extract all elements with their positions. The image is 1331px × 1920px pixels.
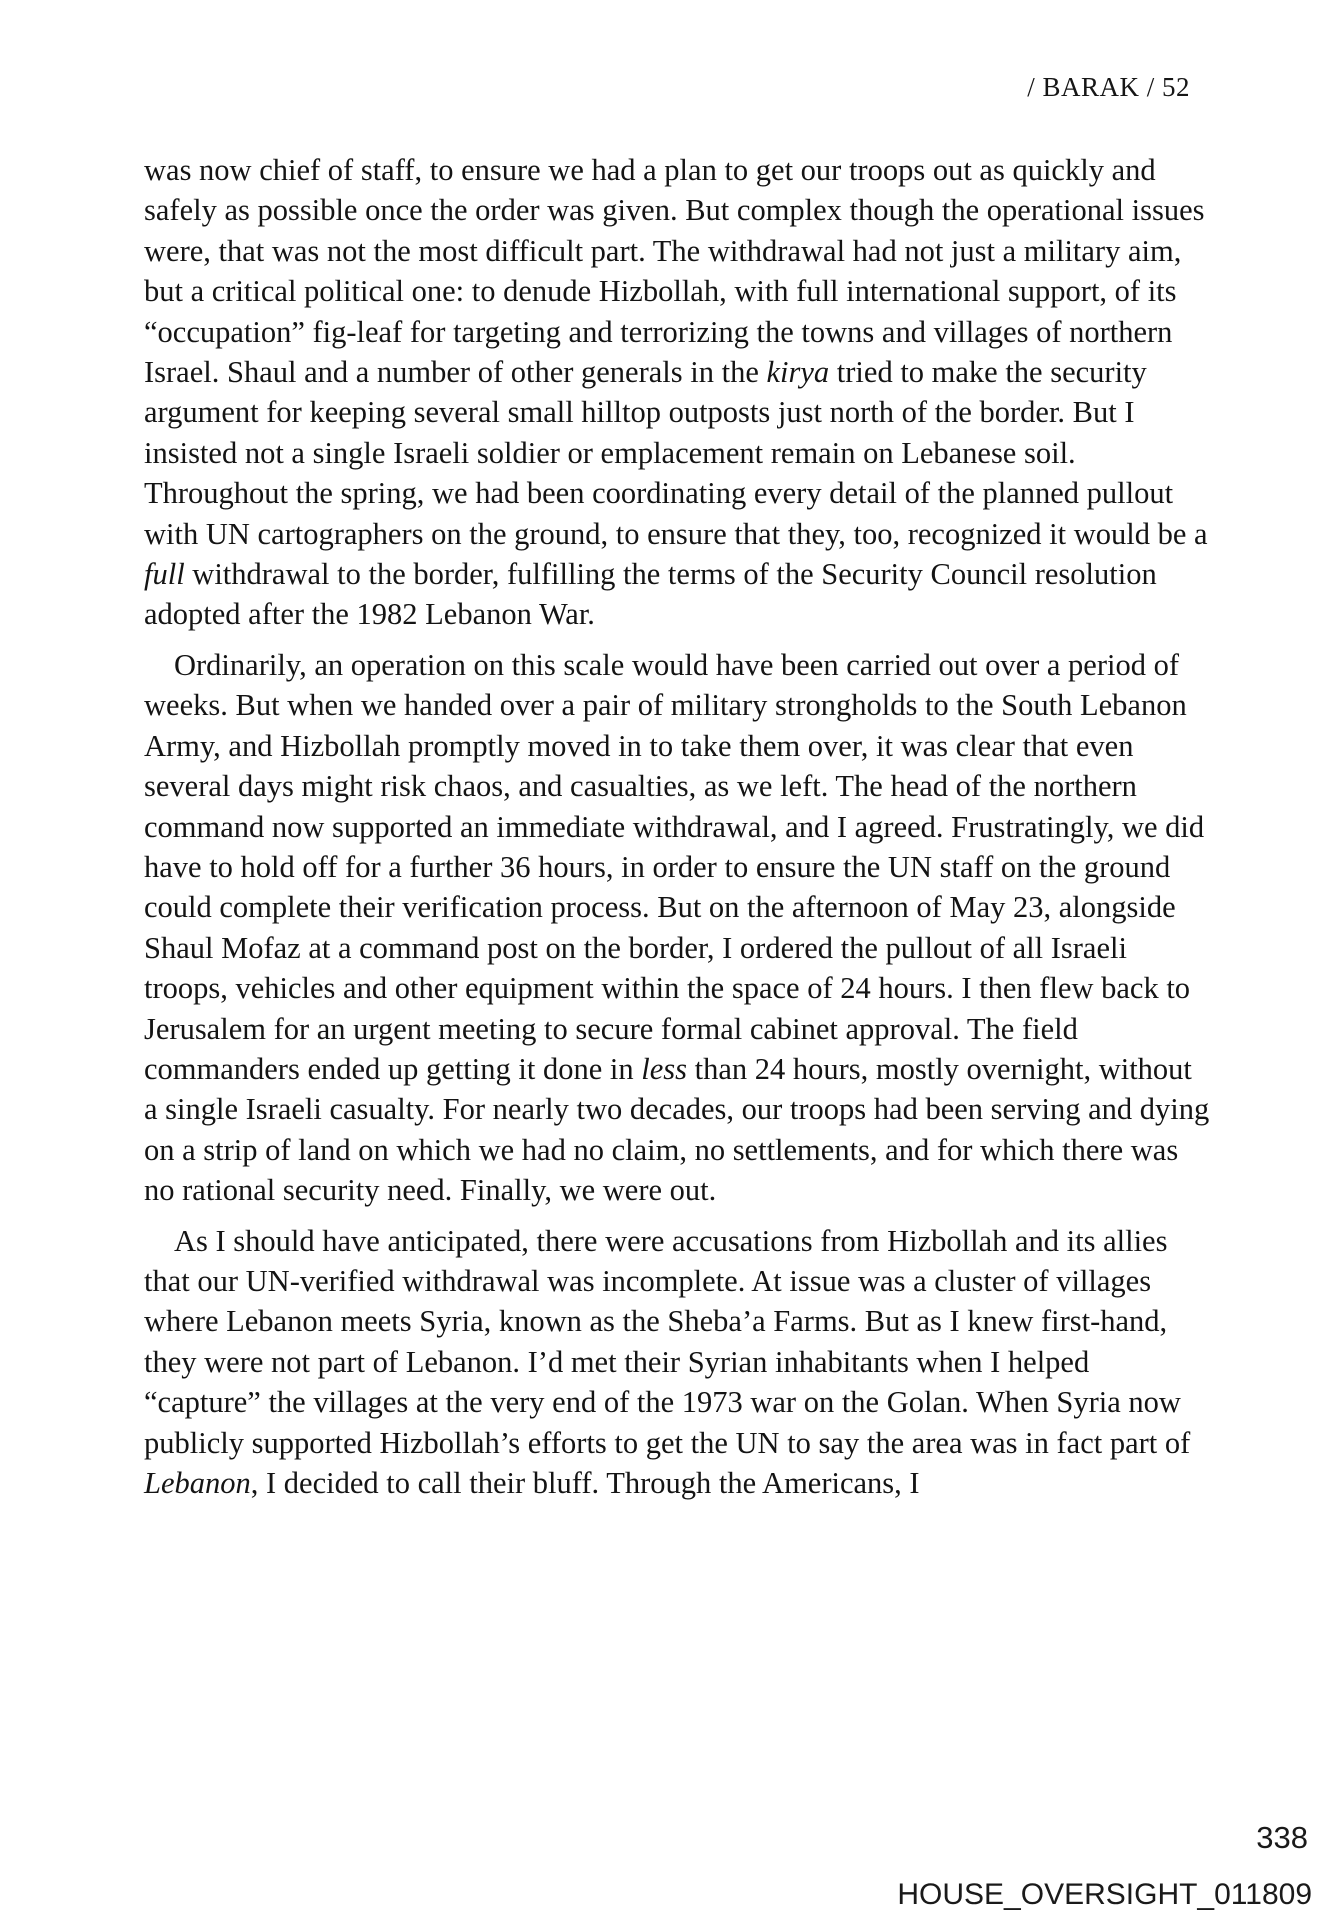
body-paragraph: Ordinarily, an operation on this scale would have been carried out over a period of weeks. But when we handed over a pair of military strongholds to the South Lebanon Army, and Hizbollah promptly moved in to take them over, it was clear that even several days might risk chaos, and casualties, as we left. The head of the northern command now supported an immediate withdrawal, and I agreed. Frustratingly, we did have to hold off for a further 36 hours, in order to ensure the UN staff on the ground could complete their verification process. But on the afternoon of May 23, alongside Shaul Mofaz at a command post on the border, I ordered the pullout of all Israeli troops, vehicles and other equipment within the space of 24 hours. I then flew back to Jerusalem for an urgent meeting to secure formal cabinet approval. The field commanders ended up getting it done in less than 24 hours, mostly overnight, without a single Israeli casualty. For nearly two decades, our troops had been serving and dying on a strip of land on which we had no claim, no settlements, and for which there was no rational security need. Finally, we were out. (144, 647, 1210, 1208)
bates-stamp: HOUSE_OVERSIGHT_011809 (897, 1878, 1312, 1911)
page-number: 338 (1256, 1820, 1308, 1855)
body-paragraph: As I should have anticipated, there were accusations from Hizbollah and its allies that our UN-verified withdrawal was incomplete. At issue was a cluster of villages where Lebanon meets Syria, known as the Sheba’a Farms. But as I knew first-hand, they were not part of Lebanon. I’d met their Syrian inhabitants when I helped “capture” the villages at the very end of the 1973 war on the Golan. When Syria now publicly supported Hizbollah’s efforts to get the UN to say the area was in fact part of Lebanon, I decided to call their bluff. Through the Americans, I (144, 1223, 1191, 1500)
body-paragraph: was now chief of staff, to ensure we had a plan to get our troops out as quickly and safely as possible once the order was given. But complex though the operational issues were, that was not the most difficult part. The withdrawal had not just a military aim, but a critical political one: to denude Hizbollah, with full international support, of its “occupation” fig-leaf for targeting and terrorizing the towns and villages of northern Israel. Shaul and a number of other generals in the kirya tried to make the security argument for keeping several small hilltop outposts just north of the border. But I insisted not a single Israeli soldier or emplacement remain on Lebanese soil. Throughout the spring, we had been coordinating every detail of the planned pullout with UN cartographers on the ground, to ensure that they, too, recognized it would be a full withdrawal to the border, fulfilling the terms of the Security Council resolution adopted after the 1982 Lebanon War. (144, 153, 1208, 632)
running-header: / BARAK / 52 (1027, 72, 1190, 102)
body-text-block (144, 150, 1210, 1513)
